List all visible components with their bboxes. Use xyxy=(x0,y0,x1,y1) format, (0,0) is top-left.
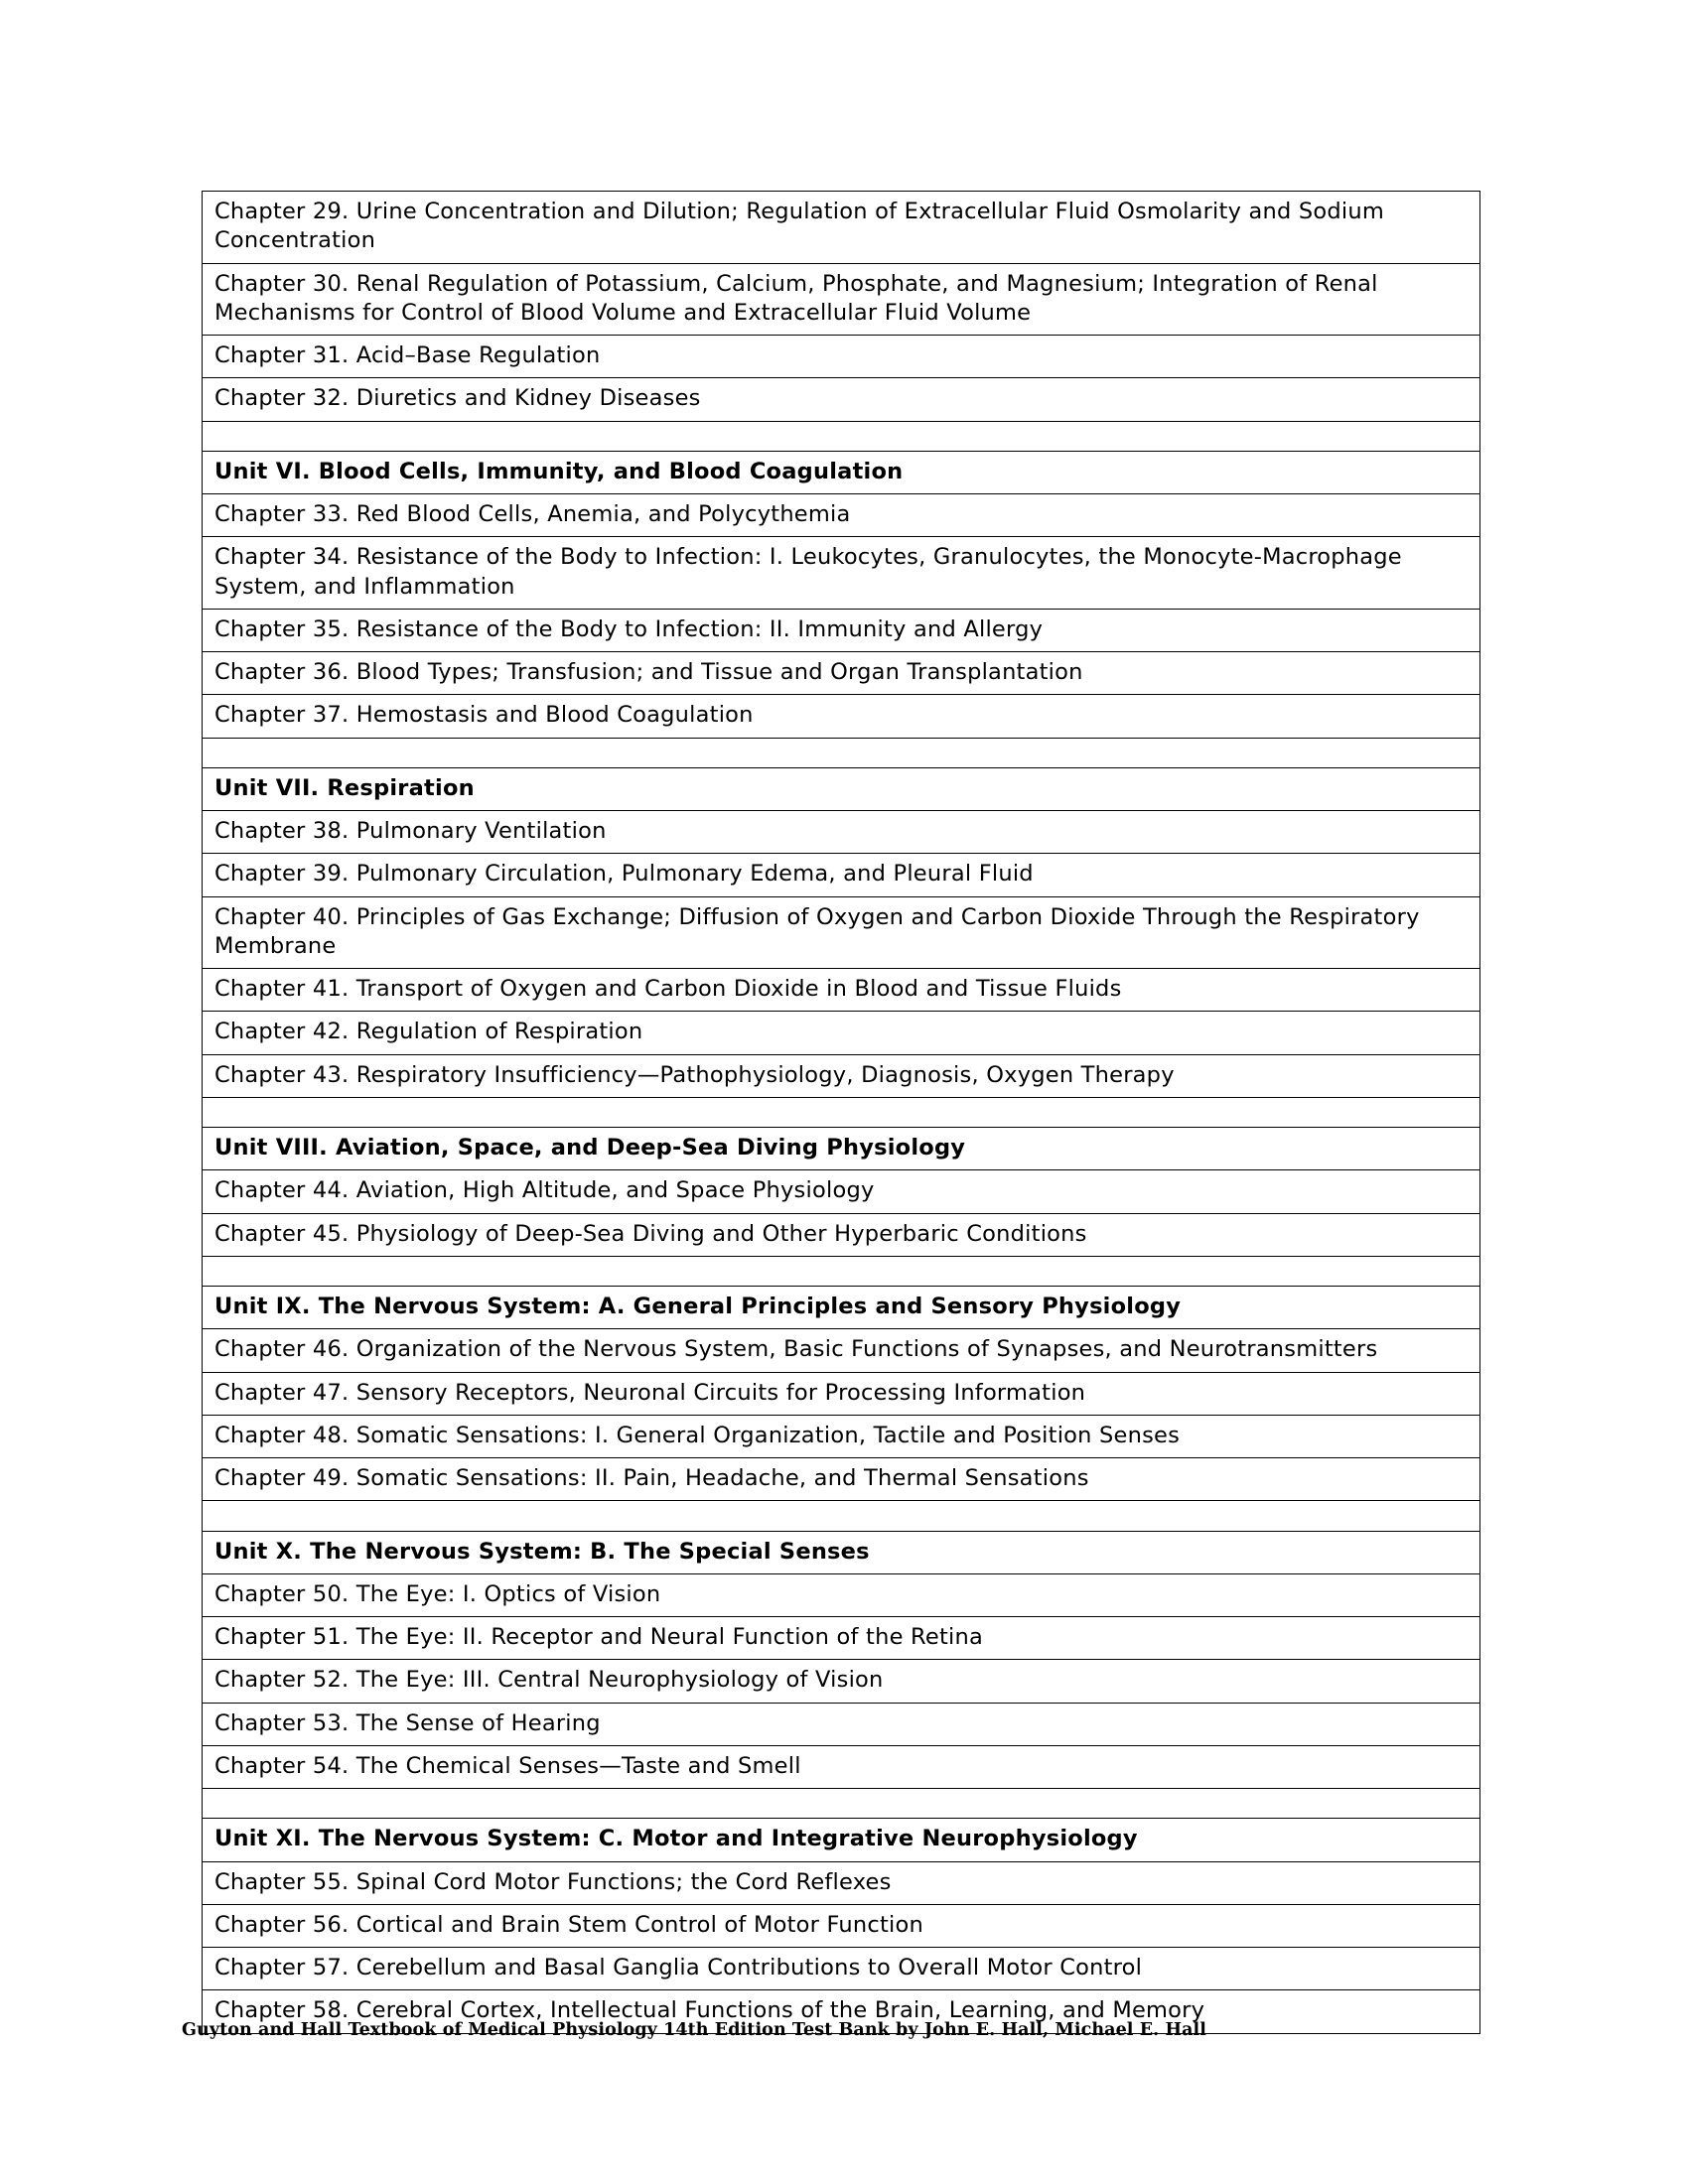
table-row xyxy=(203,1372,1480,1415)
table-row xyxy=(203,738,1480,767)
table-row xyxy=(203,1819,1480,1861)
table-body xyxy=(203,192,1480,2034)
chapter-entry-cell: Chapter 39. Pulmonary Circulation, Pulmonary Edema, and Pleural Fluid xyxy=(203,854,1480,896)
chapter-entry-cell: Chapter 34. Resistance of the Body to Infection: I. Leukocytes, Granulocytes, the Monocyte-Macrophage System, and Inflammation xyxy=(203,537,1480,610)
table-row xyxy=(203,767,1480,810)
table-row xyxy=(203,1256,1480,1286)
table-spacer-cell xyxy=(203,738,1480,767)
chapter-entry-cell: Chapter 32. Diuretics and Kidney Diseases xyxy=(203,378,1480,421)
table-row xyxy=(203,1573,1480,1616)
chapter-entry-cell: Chapter 55. Spinal Cord Motor Functions; the Cord Reflexes xyxy=(203,1861,1480,1904)
table-row xyxy=(203,1789,1480,1819)
table-row xyxy=(203,263,1480,336)
table-row xyxy=(203,1861,1480,1904)
table-row xyxy=(203,896,1480,969)
chapter-entry-cell: Chapter 53. The Sense of Hearing xyxy=(203,1703,1480,1745)
chapter-entry-cell: Chapter 45. Physiology of Deep-Sea Diving and Other Hyperbaric Conditions xyxy=(203,1213,1480,1256)
unit-heading-cell: Unit IX. The Nervous System: A. General Principles and Sensory Physiology xyxy=(203,1287,1480,1329)
table-row xyxy=(203,1054,1480,1097)
chapter-entry-cell: Chapter 29. Urine Concentration and Dilution; Regulation of Extracellular Fluid Osmolarity and Sodium Concentration xyxy=(203,192,1480,264)
chapter-entry-cell: Chapter 56. Cortical and Brain Stem Control of Motor Function xyxy=(203,1904,1480,1947)
page-footer: Guyton and Hall Textbook of Medical Physiology 14th Edition Test Bank by John E. Hall, Michael E. Hall xyxy=(182,2020,1207,2040)
chapter-entry-cell: Chapter 51. The Eye: II. Receptor and Neural Function of the Retina xyxy=(203,1617,1480,1660)
table-row xyxy=(203,421,1480,451)
table-row xyxy=(203,192,1480,264)
table-spacer-cell xyxy=(203,1789,1480,1819)
table-row xyxy=(203,1458,1480,1501)
chapter-entry-cell: Chapter 49. Somatic Sensations: II. Pain, Headache, and Thermal Sensations xyxy=(203,1458,1480,1501)
unit-heading-cell: Unit VI. Blood Cells, Immunity, and Blood Coagulation xyxy=(203,451,1480,493)
chapter-entry-cell: Chapter 38. Pulmonary Ventilation xyxy=(203,811,1480,854)
table-row xyxy=(203,451,1480,493)
table-spacer-cell xyxy=(203,421,1480,451)
unit-heading-cell: Unit X. The Nervous System: B. The Special Senses xyxy=(203,1531,1480,1573)
table-row xyxy=(203,1660,1480,1703)
chapter-entry-cell: Chapter 46. Organization of the Nervous System, Basic Functions of Synapses, and Neurotransmitters xyxy=(203,1329,1480,1372)
chapter-entry-cell: Chapter 43. Respiratory Insufficiency—Pathophysiology, Diagnosis, Oxygen Therapy xyxy=(203,1054,1480,1097)
table-row xyxy=(203,609,1480,651)
table-row xyxy=(203,1170,1480,1213)
chapter-entry-cell: Chapter 58. Cerebral Cortex, Intellectual Functions of the Brain, Learning, and Memory xyxy=(203,1990,1480,2033)
chapter-entry-cell: Chapter 30. Renal Regulation of Potassium, Calcium, Phosphate, and Magnesium; Integration of Renal Mechanisms for Control of Blood Volume and Extracellular Fluid Volume xyxy=(203,263,1480,336)
chapter-entry-cell: Chapter 41. Transport of Oxygen and Carbon Dioxide in Blood and Tissue Fluids xyxy=(203,969,1480,1012)
chapter-entry-cell: Chapter 48. Somatic Sensations: I. General Organization, Tactile and Position Senses xyxy=(203,1415,1480,1457)
table-row xyxy=(203,1904,1480,1947)
table-row xyxy=(203,1948,1480,1990)
table-row xyxy=(203,1128,1480,1170)
table-row xyxy=(203,1097,1480,1127)
table-row xyxy=(203,378,1480,421)
table-spacer-cell xyxy=(203,1501,1480,1531)
table-row xyxy=(203,1329,1480,1372)
table-row xyxy=(203,1531,1480,1573)
chapter-entry-cell: Chapter 47. Sensory Receptors, Neuronal Circuits for Processing Information xyxy=(203,1372,1480,1415)
table-spacer-cell xyxy=(203,1256,1480,1286)
chapter-entry-cell: Chapter 42. Regulation of Respiration xyxy=(203,1012,1480,1054)
chapter-entry-cell: Chapter 54. The Chemical Senses—Taste and Smell xyxy=(203,1745,1480,1788)
table-spacer-cell xyxy=(203,1097,1480,1127)
chapter-entry-cell: Chapter 36. Blood Types; Transfusion; and Tissue and Organ Transplantation xyxy=(203,652,1480,695)
table-row xyxy=(203,1287,1480,1329)
table-row xyxy=(203,1012,1480,1054)
unit-heading-cell: Unit VIII. Aviation, Space, and Deep-Sea Diving Physiology xyxy=(203,1128,1480,1170)
chapter-entry-cell: Chapter 37. Hemostasis and Blood Coagulation xyxy=(203,695,1480,738)
table-row xyxy=(203,652,1480,695)
table-row xyxy=(203,537,1480,610)
table-row xyxy=(203,854,1480,896)
table-row xyxy=(203,811,1480,854)
table-row xyxy=(203,1745,1480,1788)
table-row xyxy=(203,1415,1480,1457)
chapter-entry-cell: Chapter 35. Resistance of the Body to Infection: II. Immunity and Allergy xyxy=(203,609,1480,651)
table-row xyxy=(203,969,1480,1012)
table-row xyxy=(203,695,1480,738)
table-row xyxy=(203,336,1480,378)
chapter-entry-cell: Chapter 52. The Eye: III. Central Neurophysiology of Vision xyxy=(203,1660,1480,1703)
table-row xyxy=(203,494,1480,537)
chapter-entry-cell: Chapter 40. Principles of Gas Exchange; Diffusion of Oxygen and Carbon Dioxide Through the Respiratory Membrane xyxy=(203,896,1480,969)
table-row xyxy=(203,1213,1480,1256)
chapter-entry-cell: Chapter 44. Aviation, High Altitude, and Space Physiology xyxy=(203,1170,1480,1213)
chapter-entry-cell: Chapter 33. Red Blood Cells, Anemia, and Polycythemia xyxy=(203,494,1480,537)
table-row xyxy=(203,1703,1480,1745)
unit-heading-cell: Unit VII. Respiration xyxy=(203,767,1480,810)
table-row xyxy=(203,1617,1480,1660)
chapter-entry-cell: Chapter 31. Acid–Base Regulation xyxy=(203,336,1480,378)
chapter-entry-cell: Chapter 57. Cerebellum and Basal Ganglia Contributions to Overall Motor Control xyxy=(203,1948,1480,1990)
chapter-entry-cell: Chapter 50. The Eye: I. Optics of Vision xyxy=(203,1573,1480,1616)
table-of-contents-table xyxy=(202,191,1480,2034)
table-row xyxy=(203,1501,1480,1531)
unit-heading-cell: Unit XI. The Nervous System: C. Motor and Integrative Neurophysiology xyxy=(203,1819,1480,1861)
